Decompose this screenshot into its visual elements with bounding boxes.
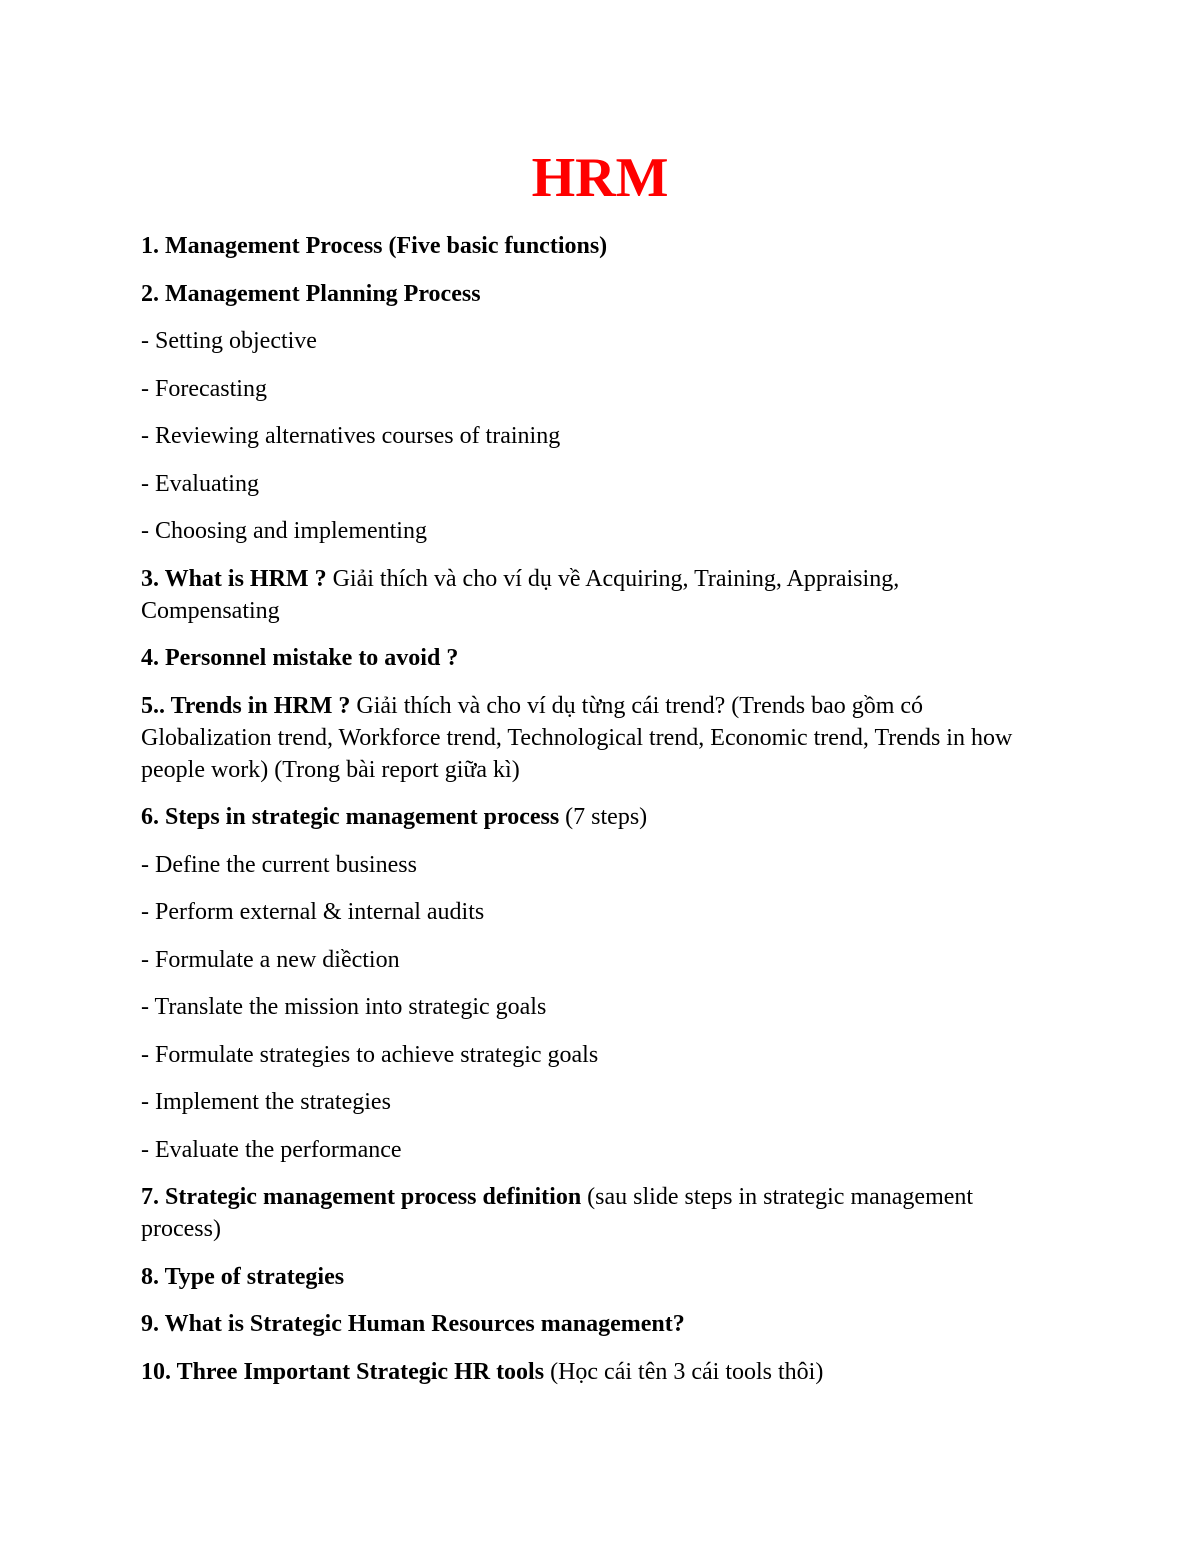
list-item (141, 468, 1041, 500)
item-bold: 10. Three Important Strategic HR tools (141, 1358, 545, 1385)
item-text: - Setting objective (141, 328, 317, 354)
item-text: (sau slide steps in strategic management process) (141, 1184, 974, 1242)
item-text: - Choosing and implementing (141, 518, 427, 544)
item-bold: 6. Steps in strategic management process (141, 804, 560, 830)
heading-hr-tools (141, 1356, 1041, 1388)
heading-strategic-hrm (141, 1308, 1041, 1340)
item-text: - Evaluating (141, 470, 259, 497)
item-text: - Forecasting (141, 375, 267, 402)
item-bold: 4. Personnel mistake to avoid ? (141, 645, 459, 671)
item-bold: 7. Strategic management process definition (141, 1184, 582, 1210)
document-body (141, 230, 1041, 1403)
item-text: - Formulate strategies to achieve strategic goals (141, 1041, 599, 1068)
item-text: (Học cái tên 3 cái tools thôi) (544, 1358, 824, 1385)
heading-type-of-strategies (141, 1261, 1041, 1293)
item-text: - Perform external & internal audits (141, 899, 485, 925)
list-item (141, 420, 1041, 452)
item-text: - Implement the strategies (141, 1089, 391, 1115)
item-bold: 2. Management Planning Process (141, 280, 481, 307)
list-item (141, 991, 1041, 1023)
item-text: (7 steps) (559, 804, 648, 830)
list-item (141, 325, 1041, 357)
item-text: - Evaluate the performance (141, 1136, 402, 1163)
item-text: Giải thích và cho ví dụ từng cái trend? (Trends bao gồm có Globalization trend, Workforce trend, Technological trend, Economic trend, Trends in how people work) (Trong bài report giữa kì) (141, 692, 1013, 783)
list-item (141, 373, 1041, 405)
list-item (141, 1134, 1041, 1166)
list-item (141, 515, 1041, 547)
document-title: HRM (531, 147, 669, 209)
heading-what-is-hrm (141, 563, 1041, 627)
heading-strategic-steps (141, 801, 1041, 833)
item-text: Giải thích và cho ví dụ về Acquiring, Training, Appraising, Compensating (141, 565, 900, 624)
heading-trends-in-hrm (141, 690, 1041, 786)
item-text: - Translate the mission into strategic goals (141, 994, 547, 1020)
heading-strategic-definition (141, 1181, 1041, 1245)
item-bold: 5.. Trends in HRM ? (141, 692, 351, 719)
item-bold: 3. What is HRM ? (141, 565, 327, 592)
item-text: - Define the current business (141, 851, 417, 878)
heading-personnel-mistake (141, 642, 1041, 674)
item-bold: 9. What is Strategic Human Resources management? (141, 1311, 685, 1337)
list-item (141, 1086, 1041, 1118)
list-item (141, 944, 1041, 976)
heading-management-process (141, 230, 1041, 262)
list-item (141, 896, 1041, 928)
item-bold: 1. Management Process (Five basic functions) (141, 233, 608, 259)
item-text: - Formulate a new diềction (141, 946, 400, 973)
item-bold: 8. Type of strategies (141, 1263, 345, 1290)
list-item (141, 849, 1041, 881)
heading-management-planning-process (141, 278, 1041, 310)
list-item (141, 1039, 1041, 1071)
item-text: - Reviewing alternatives courses of training (141, 423, 561, 449)
